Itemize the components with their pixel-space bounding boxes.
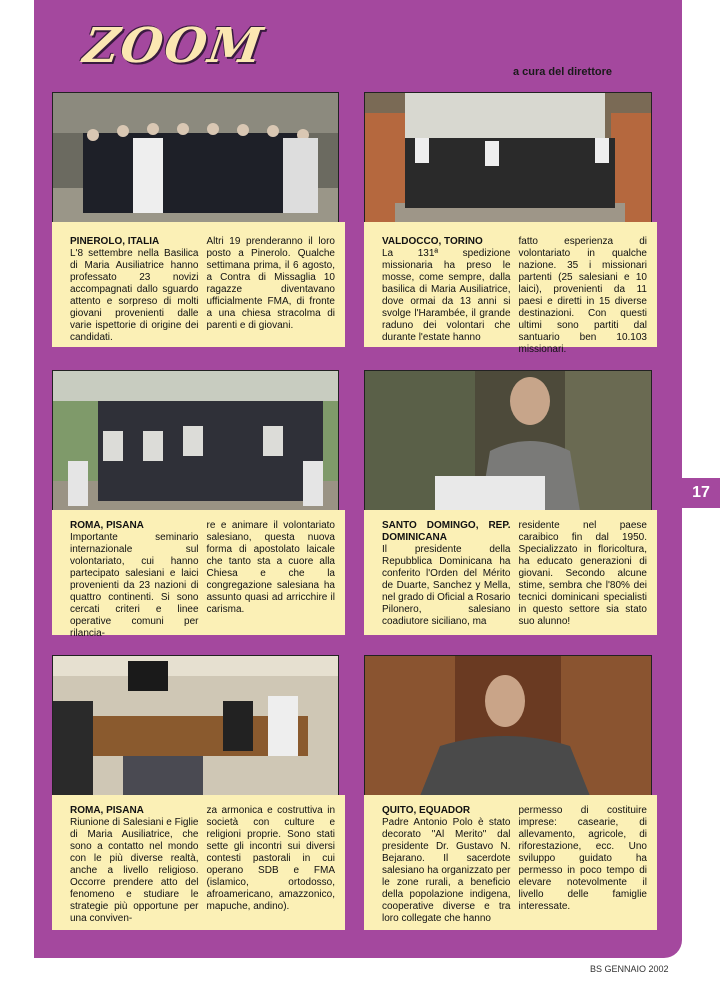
page-footer: BS GENNAIO 2002 (590, 964, 669, 974)
article-title: ROMA, PISANA (70, 805, 144, 816)
article-text: Importante seminario internazionale sul volontariato, cui hanno partecipato salesiani e laici provenienti da 23 nazioni di quattro continenti. Si sono cercati criteri e linee operative comuni per rilancia- (70, 532, 199, 639)
article-text: Il presidente della Repubblica Dominicana ha conferito l'Orden del Mérito de Duarte, Sanchez y Mella, nel grado di Oficial a Rosario Pilonero, salesiano coadiutore siciliano, ma (382, 544, 511, 627)
page-header (34, 0, 682, 88)
article-title: VALDOCCO, TORINO (382, 236, 483, 247)
article-valdocco (382, 236, 647, 356)
article-text: za armonica e costruttiva in società con culture e religioni proprie. Sono stati sette gli incontri sui diversi contesti pastorali in cui operano SDB e FMA (islamico, ortodosso, afroamericano, amazzonico, mapuche, andino). (206, 805, 335, 912)
article-title: PINEROLO, ITALIA (70, 236, 160, 247)
article-pinerolo (70, 236, 335, 344)
article-text: Riunione di Salesiani e Figlie di Maria Ausiliatrice, che sono a contatto nel mondo con le più diverse realtà, anche a livello religioso. Occorre prendere atto del fenomeno e studiare le strategie più opportune per una conviven- (70, 817, 199, 924)
photo-valdocco (364, 92, 652, 224)
article-title: QUITO, EQUADOR (382, 805, 471, 816)
article-quito (382, 805, 647, 925)
byline: a cura del direttore (512, 66, 612, 78)
photo-quito (364, 655, 652, 797)
article-roma-1 (70, 520, 335, 640)
article-text: residente nel paese caraibico fin dal 1950. Specializzato in floricoltura, ha educato generazioni di giovani. Secondo alcune stime, sembra che l'80% dei tecnici dominicani specialisti in questo settore sia stato suo alunno! (518, 520, 647, 627)
photo-santo-domingo (364, 370, 652, 512)
article-text: L'8 settembre nella Basilica di Maria Ausiliatrice hanno professato 23 novizi accompagnati dallo sguardo attento e sorpreso di molti giovani provenienti dalle varie ispettorie di origine dei candidati. (70, 248, 199, 343)
article-roma-2 (70, 805, 335, 925)
photo-pinerolo (52, 92, 339, 224)
article-santo-domingo (382, 520, 647, 628)
photo-roma-volontariato (52, 370, 339, 512)
article-text: permesso di costituire imprese: casearie, di allevamento, agricole, di riforestazione, ecc. Uno sviluppo guidato ha permesso in poco tempo di elevare notevolmente il livello delle famiglie interessate. (518, 805, 647, 912)
article-text: Altri 19 prenderanno il loro posto a Pinerolo. Qualche settimana prima, il 6 agosto, a Contra di Missaglia 10 ragazze diventavano ufficialmente FMA, di fronte a una chiesa stracolma di parenti e di giovani. (206, 236, 335, 331)
zoom-logo: ZOOM (80, 18, 268, 74)
article-title: ROMA, PISANA (70, 520, 144, 531)
article-text: fatto esperienza di volontariato in qualche nazione. 35 i missionari partenti (25 salesiani e 10 laici), provenienti da 11 paesi e diretti in 15 diverse destinazioni. Con questi ultimi sono partiti dal santuario ben 10.103 missionari. (518, 236, 647, 355)
article-title: SANTO DOMINGO, REP. DOMINICANA (382, 520, 511, 543)
page-number-tab: 17 (682, 478, 720, 508)
photo-roma-riunione (52, 655, 339, 797)
article-text: re e animare il volontariato salesiano, questa nuova forma di apostolato laicale che tanto sta a cuore alla Chiesa e che la congregazione salesiana ha assunto quasi ad arricchire il carisma. (206, 520, 335, 615)
article-text: Padre Antonio Polo è stato decorato "Al Merito" dal presidente Dr. Gustavo N. Bejarano. Il sacerdote salesiano ha organizzato per le zone rurali, a beneficio della popolazione indigena, cooperative diverse e tra loro collegate che hanno (382, 817, 511, 924)
article-text: La 131ª spedizione missionaria ha preso le mosse, come sempre, dalla basilica di Maria Ausiliatrice, dove ormai da 13 anni si svolge l'Harambée, il grande raduno dei volontari che durante l'estate hanno (382, 248, 511, 343)
